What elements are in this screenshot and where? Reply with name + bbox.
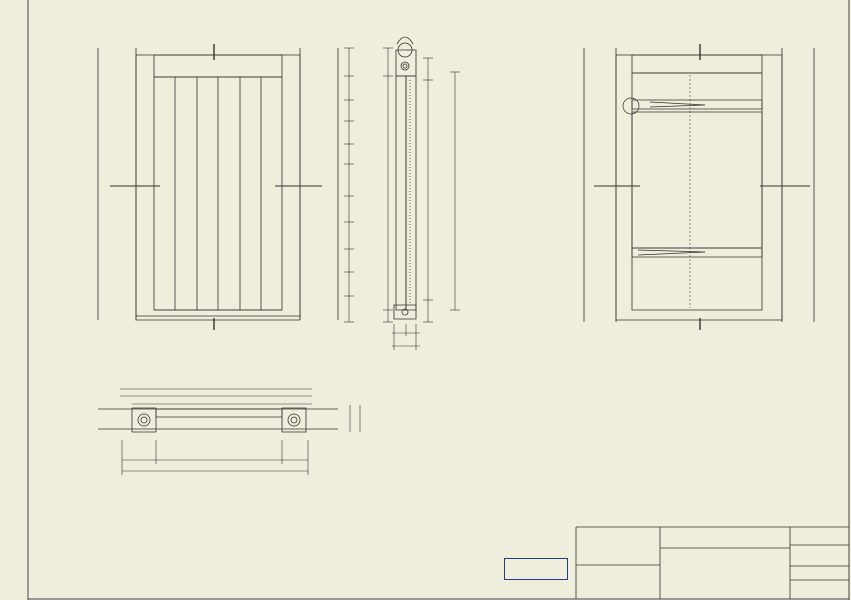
section-1-1-drawing — [98, 389, 360, 475]
inside-view-drawing — [584, 44, 814, 330]
outside-view-drawing — [98, 44, 354, 330]
museum-inventory-stamp — [504, 558, 568, 580]
stamp-line-1 — [505, 559, 567, 561]
log-wall-right — [300, 48, 338, 320]
title-block — [576, 527, 849, 599]
outside-lintel — [154, 55, 282, 77]
log-wall-left — [98, 48, 136, 320]
section-2-2-drawing — [383, 37, 460, 350]
